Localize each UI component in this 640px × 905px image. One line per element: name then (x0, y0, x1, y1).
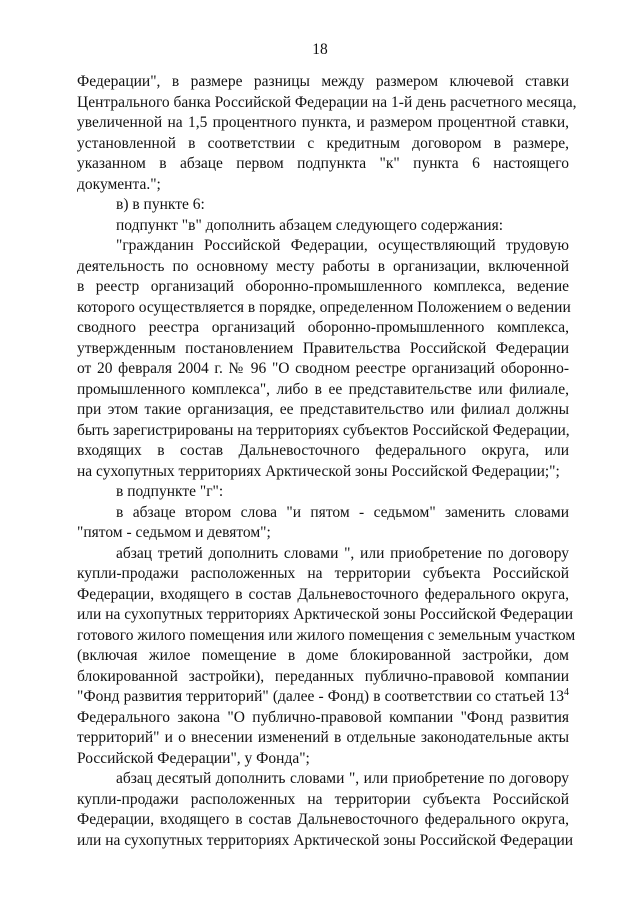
document-body (77, 72, 577, 851)
paragraph-p3 (77, 216, 569, 237)
paragraph-p1 (77, 72, 577, 195)
text-line: готового жилого помещения или жилого помещения с земельным участком (77, 626, 576, 644)
text-line: при этом такие организация, ее представительство или филиал должны (77, 401, 569, 418)
text-line: Федерации", в размере разницы между размером ключевой ставки (77, 73, 569, 90)
text-line: указанном в абзаце первом подпункта "к" пункта 6 настоящего (77, 155, 569, 172)
text-line: которого осуществляется в порядке, определенном Положением о ведении (77, 298, 571, 316)
page-number: 18 (312, 41, 328, 58)
paragraph-p7 (77, 544, 576, 770)
text-line: быть зарегистрированы на территориях субъектов Российской Федерации, (77, 421, 570, 439)
text-line: сводного реестра организаций оборонно-промышленного комплекса, (77, 319, 569, 336)
text-line: Российской Федерации", у Фонда"; (77, 749, 310, 767)
text-line: на сухопутных территориях Арктической зоны Российской Федерации;"; (77, 462, 560, 480)
paragraph-p4 (77, 236, 569, 482)
text-line: (включая жилое помещение в доме блокированной застройки, дом (77, 647, 569, 664)
text-line: в подпункте "г": (116, 483, 224, 500)
text-line: купли-продажи расположенных на территории субъекта Российской (77, 790, 569, 808)
text-line: в реестр организаций оборонно-промышленного комплекса, ведение (77, 278, 569, 295)
text-line: утвержденным постановлением Правительства Российской Федерации (77, 339, 569, 357)
text-line: купли-продажи расположенных на территории субъекта Российской (77, 565, 569, 582)
text-line: Федерального закона "О публично-правовой компании "Фонд развития (77, 708, 569, 726)
text-line: установленной в соответствии с кредитным договором в размере, (77, 134, 569, 152)
text-line: Центрального банка Российской Федерации на 1-й день расчетного месяца, (77, 93, 577, 111)
text-line: "пятом - седьмом и девятом"; (77, 524, 271, 541)
text-line: абзац десятый дополнить словами ", или приобретение по договору (116, 770, 569, 787)
text-line: увеличенной на 1,5 процентного пункта, и размером процентной ставки, (77, 114, 569, 131)
text-line: в) в пункте 6: (116, 196, 205, 213)
text-line: деятельность по основному месту работы в организации, включенной (77, 257, 569, 275)
text-line: или на сухопутных территориях Арктической зоны Российской Федерации (77, 831, 574, 849)
text-line: промышленного комплекса", либо в ее представительстве или филиале, (77, 380, 569, 398)
text-line: территорий" и о внесении изменений в отдельные законодательные акты (77, 729, 569, 746)
text-line: или на сухопутных территориях Арктической зоны Российской Федерации (77, 606, 574, 623)
paragraph-p6 (77, 503, 569, 544)
text-line: Федерации, входящего в состав Дальневосточного федерального округа, (77, 585, 569, 603)
text-line: Федерации, входящего в состав Дальневосточного федерального округа, (77, 811, 569, 828)
text-line: в абзаце втором слова "и пятом - седьмом" заменить словами (116, 503, 569, 521)
footnote-superscript: 4 (564, 687, 569, 698)
text-line: подпункт "в" дополнить абзацем следующего содержания: (116, 216, 504, 234)
paragraph-p2 (77, 195, 569, 216)
text-line: "Фонд развития территорий" (далее - Фонд) в соответствии со статьей $13^4$ (77, 687, 569, 705)
text-line: входящих в состав Дальневосточного федерального округа, или (77, 442, 569, 459)
paragraph-p5 (77, 482, 569, 503)
paragraph-p8 (77, 769, 574, 851)
text-line: абзац третий дополнить словами ", или приобретение по договору (116, 544, 569, 562)
text-line: блокированной застройки), переданных публично-правовой компании (77, 667, 569, 685)
text-line: от 20 февраля 2004 г. № 96 "О сводном реестре организаций оборонно- (77, 360, 569, 377)
text-line: документа."; (77, 175, 161, 193)
text-line: "гражданин Российской Федерации, осуществляющий трудовую (116, 237, 569, 254)
